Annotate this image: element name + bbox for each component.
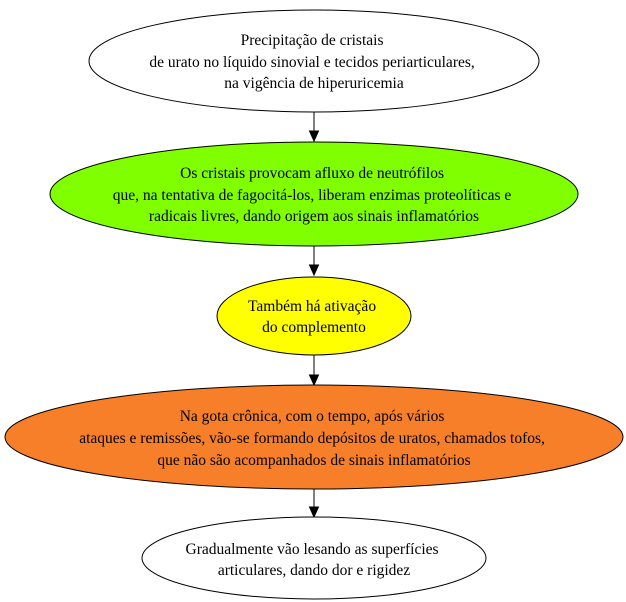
node-neutrophil-influx [50,142,578,246]
node-complement-activation [217,277,411,355]
node-line: radicais livres, dando origem aos sinais inflamatórios [148,208,480,225]
edge-n3-n4 [310,355,319,385]
node-joint-damage [142,517,486,599]
node-line: Precipitação de cristais [240,32,384,49]
node-shape [217,277,411,355]
node-line: na vigência de hiperuricemia [224,75,404,92]
node-line: ataques e remissões, vão-se formando depósitos de uratos, chamados tofos, [79,430,545,447]
node-line: de urato no líquido sinovial e tecidos periarticulares, [149,54,475,71]
node-line: que não são acompanhados de sinais inflamatórios [157,452,471,469]
node-line: Gradualmente vão lesando as superfícies [185,541,439,558]
node-line: Os cristais provocam afluxo de neutrófilos [180,165,444,182]
node-line: articulares, dando dor e rigidez [217,562,411,579]
node-hyperuricemia-crystals [89,10,539,112]
node-shape [142,517,486,599]
node-line: Na gota crônica, com o tempo, após vários [179,408,445,425]
edge-n1-n2 [310,112,319,141]
edge-n4-n5 [310,489,319,517]
node-line: que, na tentativa de fagocitá-los, liberam enzimas proteolíticas e [112,187,512,204]
node-chronic-gout-tophi [5,385,623,489]
node-line: Também há ativação [248,298,377,315]
node-line: do complemento [262,319,366,336]
edge-n2-n3 [310,246,319,275]
